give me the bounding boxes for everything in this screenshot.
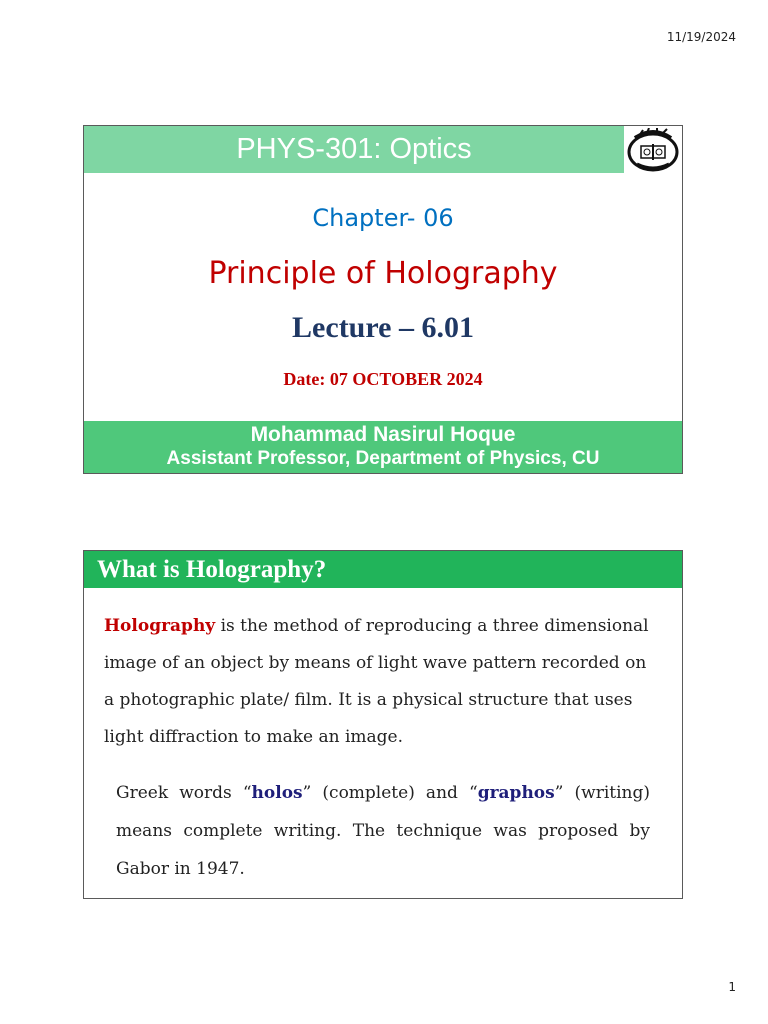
keyword-holos: holos: [251, 783, 303, 803]
print-date: 11/19/2024: [666, 30, 736, 44]
author-role: Assistant Professor, Department of Physics, CU: [166, 448, 600, 469]
lecture-title: Principle of Holography: [208, 256, 558, 291]
etymology-text-b: ” (complete) and “: [302, 783, 478, 803]
definition-text: is the method of reproducing a three dimensional image of an object by means of light wave pattern recorded on a photographic plate/ film. It is a physical structure that uses light diffraction to make an image.: [104, 616, 649, 747]
definition-paragraph: [104, 608, 652, 756]
slide-heading: What is Holography?: [84, 551, 682, 588]
university-seal-icon: [624, 126, 682, 173]
author-banner: [84, 421, 682, 473]
slide-title: [83, 125, 683, 474]
author-name: Mohammad Nasirul Hoque: [250, 423, 516, 446]
slide-what-is-holography: [83, 550, 683, 899]
etymology-paragraph: [116, 774, 650, 888]
lecture-number: Lecture – 6.01: [292, 311, 474, 344]
lecture-date: Date: 07 OCTOBER 2024: [283, 369, 483, 389]
keyword-holography: Holography: [104, 616, 216, 636]
etymology-text-c: ” (writing) means complete writing. The technique was proposed by Gabor in 1947.: [116, 783, 650, 879]
etymology-text-a: Greek words “: [116, 783, 252, 803]
chapter-label: Chapter- 06: [312, 204, 454, 232]
course-banner: PHYS-301: Optics: [84, 126, 624, 173]
page-number: 1: [728, 980, 736, 994]
keyword-graphos: graphos: [477, 783, 555, 803]
